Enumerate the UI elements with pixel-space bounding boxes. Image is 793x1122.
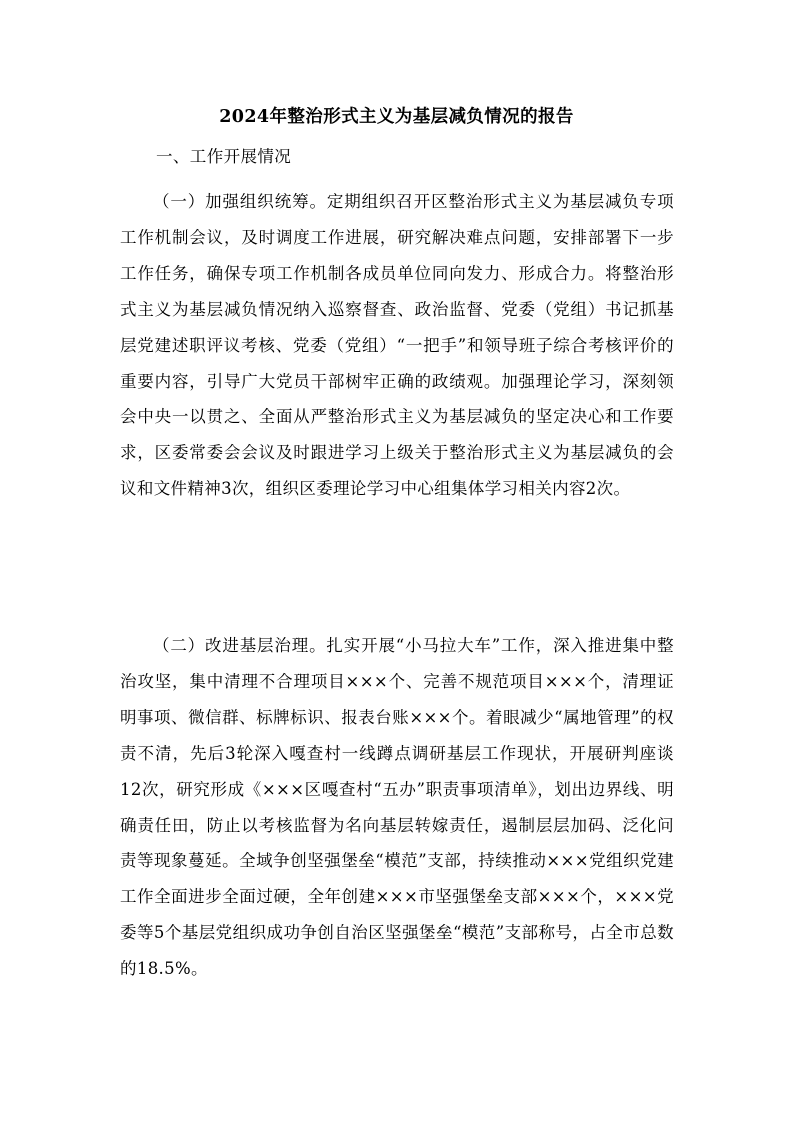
body-paragraph-1: （一）加强组织统筹。定期组织召开区整治形式主义为基层减负专项工作机制会议，及时调度工作进展，研究解决难点问题，安排部署下一步工作任务，确保专项工作机制各成员单位同向发力、形成合力。将整治形式主义为基层减负情况纳入巡察督查、政治监督、党委（党组）书记抓基层党建述职评议考核、党委（党组）“一把手”和领导班子综合考核评价的重要内容，引导广大党员干部树牢正确的政绩观。加强理论学习，深刻领会中央一以贯之、全面从严整治形式主义为基层减负的坚定决心和工作要求，区委常委会会议及时跟进学习上级关于整治形式主义为基层减负的会议和文件精神3次，组织区委理论学习中心组集体学习相关内容2次。 bbox=[120, 192, 674, 499]
section-heading: 一、工作开展情况 bbox=[156, 147, 292, 166]
body-paragraph-2: （二）改进基层治理。扎实开展“小马拉大车”工作，深入推进集中整治攻坚，集中清理不合理项目×××个、完善不规范项目×××个，清理证明事项、微信群、标牌标识、报表台账×××个。着眼减少“属地管理”的权责不清，先后3轮深入嘎查村一线蹲点调研基层工作现状，开展研判座谈12次，研究形成《×××区嘎查村“五办”职责事项清单》，划出边界线、明确责任田，防止以考核监督为名向基层转嫁责任，遏制层层加码、泛化问责等现象蔓延。全域争创坚强堡垒“模范”支部，持续推动×××党组织党建工作全面进步全面过硬，全年创建×××市坚强堡垒支部×××个，×××党委等5个基层党组织成功争创自治区坚强堡垒“模范”支部称号，占全市总数的18.5%。 bbox=[120, 636, 674, 979]
document-title: 2024年整治形式主义为基层减负情况的报告 bbox=[219, 107, 574, 127]
